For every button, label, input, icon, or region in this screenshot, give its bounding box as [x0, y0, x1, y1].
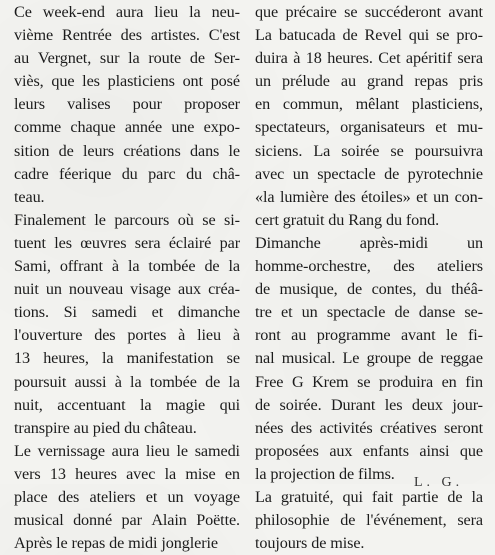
text-line: Finalement le parcours où se si-	[14, 210, 240, 229]
text-line: musical donné par Alain Poëtte.	[14, 511, 240, 530]
text-line: Ce week-end aura lieu la neu-	[14, 3, 240, 21]
text-line: avec un spectacle de pyrotechnie	[255, 164, 483, 183]
text-line: toujours de mise.	[255, 534, 365, 553]
text-line: Free G Krem se produira en fin	[255, 372, 483, 391]
text-line: duira à 18 heures. Cet apéritif sera	[255, 49, 483, 68]
author-signature: L. G.	[414, 475, 464, 490]
text-line: La gratuité, qui fait partie de la	[255, 487, 483, 506]
left-column-lines	[14, 1, 240, 555]
text-line: en commun, mêlant plasticiens,	[255, 95, 483, 114]
text-line: proposées aux enfants ainsi que	[255, 441, 483, 460]
text-line: homme-orchestre, des ateliers	[255, 257, 483, 276]
text-line: teau.	[14, 187, 45, 206]
text-line: vers 13 heures avec la mise en	[14, 464, 240, 483]
text-line: transpire au pied du château.	[14, 418, 197, 437]
text-line: La batucada de Revel qui se pro-	[255, 26, 483, 45]
text-line: place des ateliers et un voyage	[14, 487, 240, 506]
text-line: ront au programme avant le fi-	[255, 326, 483, 345]
text-line: comme chaque année une expo-	[14, 118, 240, 137]
text-line: siciens. La soirée se poursuivra	[255, 141, 483, 160]
text-line: 13 heures, la manifestation se	[14, 349, 240, 368]
text-line: cadre féerique du parc du châ-	[14, 164, 240, 183]
text-line: sition de leurs créations dans le	[14, 141, 240, 160]
text-line: nuit, accentuant la magie qui	[14, 395, 240, 414]
text-line: tions. Si samedi et dimanche	[14, 303, 240, 322]
text-line: Le vernissage aura lieu le samedi	[14, 441, 240, 460]
text-line: Après le repas de midi jonglerie	[14, 534, 219, 553]
text-line: philosophie de l'événement, sera	[255, 511, 483, 530]
text-line: nuit un nouveau visage aux créa-	[14, 280, 240, 299]
article-left-column	[14, 0, 240, 555]
text-line: tre et un spectacle de danse se-	[255, 303, 483, 322]
article-right-column	[255, 0, 483, 555]
text-line: au Vergnet, sur la route de Ser-	[14, 49, 240, 68]
text-line: Sami, offrant à la tombée de la	[14, 257, 240, 276]
text-line: un prélude au grand repas pris	[255, 72, 483, 91]
text-line: la projection de films.	[255, 464, 395, 483]
text-line: poursuit aussi à la tombée de la	[14, 372, 240, 391]
text-line: de soirée. Durant les deux jour-	[255, 395, 483, 414]
text-line: spectateurs, organisateurs et mu-	[255, 118, 483, 137]
text-line: leurs valises pour proposer	[14, 95, 240, 114]
text-line: «la lumière des étoiles» et un con-	[255, 187, 483, 206]
text-line: l'ouverture des portes à lieu à	[14, 326, 240, 345]
right-column-lines	[255, 1, 483, 555]
text-line: tuent les œuvres sera éclairé par	[14, 233, 240, 252]
text-line: viès, que les plasticiens ont posé	[14, 72, 240, 91]
text-line: Dimanche après-midi un	[255, 233, 483, 252]
text-line: cert gratuit du Rang du fond.	[255, 210, 440, 229]
text-line: vième Rentrée des artistes. C'est	[14, 26, 240, 45]
text-line: que précaire se succéderont avant	[255, 3, 483, 21]
text-line: nal musical. Le groupe de reggae	[255, 349, 483, 368]
text-line: de musique, de contes, du théâ-	[255, 280, 483, 299]
text-line: nées des activités créatives seront	[255, 418, 483, 437]
